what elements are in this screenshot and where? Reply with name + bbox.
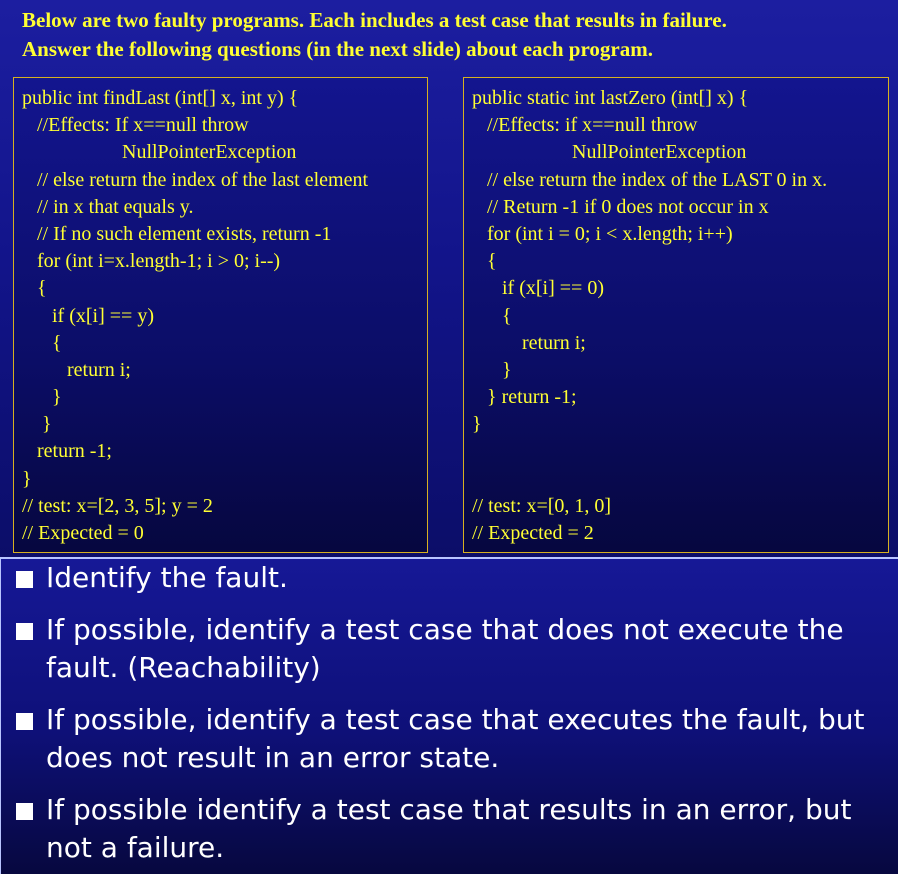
code-line: return i;	[472, 331, 586, 354]
code-line	[472, 466, 888, 493]
question-item	[16, 701, 876, 777]
code-line	[472, 438, 888, 465]
code-line: }	[22, 467, 32, 490]
code-line: NullPointerException	[22, 141, 297, 164]
code-line: if (x[i] == 0)	[472, 277, 604, 300]
code-line: }	[472, 413, 482, 436]
lastzero-code-panel	[463, 77, 889, 553]
code-line: }	[22, 413, 52, 436]
code-line: //Effects: if x==null throw	[472, 114, 698, 137]
code-line: public static int lastZero (int[] x) {	[472, 87, 749, 109]
instruction-line: Below are two faulty programs. Each includes a test case that results in failure.	[22, 8, 727, 32]
code-line: // test: x=[0, 1, 0]	[472, 494, 612, 517]
square-bullet-icon	[16, 713, 33, 730]
question-item	[16, 559, 876, 597]
code-line: for (int i=x.length-1; i > 0; i--)	[22, 250, 281, 273]
question-text: Identify the fault.	[46, 561, 288, 594]
question-text: If possible, identify a test case that does not execute the fault. (Reachability)	[46, 613, 844, 684]
instruction-line: Answer the following questions (in the next slide) about each program.	[22, 37, 653, 61]
code-line: } return -1;	[472, 386, 577, 409]
code-line: }	[472, 358, 512, 381]
code-line: for (int i = 0; i < x.length; i++)	[472, 222, 733, 245]
question-item	[16, 611, 876, 687]
code-line: // test: x=[2, 3, 5]; y = 2	[22, 494, 213, 517]
code-line: if (x[i] == y)	[22, 304, 154, 327]
code-line: {	[472, 304, 512, 327]
code-line: {	[22, 331, 62, 354]
code-line: // in x that equals y.	[22, 195, 194, 218]
code-line: }	[22, 386, 62, 409]
code-line: //Effects: If x==null throw	[22, 114, 249, 137]
question-item	[16, 791, 876, 867]
square-bullet-icon	[16, 623, 33, 640]
code-line: // Expected = 0	[22, 522, 144, 544]
code-line: // If no such element exists, return -1	[22, 222, 332, 245]
question-text: If possible, identify a test case that executes the fault, but does not result in an error state.	[46, 703, 865, 774]
code-line: {	[472, 250, 497, 273]
code-line: // Return -1 if 0 does not occur in x	[472, 195, 769, 218]
code-line: // Expected = 2	[472, 522, 594, 544]
code-line: NullPointerException	[472, 141, 747, 164]
code-line: {	[22, 277, 47, 300]
code-line: return i;	[22, 358, 131, 381]
code-line: // else return the index of the LAST 0 in x.	[472, 168, 828, 191]
code-line: // else return the index of the last element	[22, 168, 368, 191]
question-text: If possible identify a test case that results in an error, but not a failure.	[46, 793, 852, 864]
slide-instructions	[22, 6, 892, 64]
code-line: public int findLast (int[] x, int y) {	[22, 87, 299, 109]
square-bullet-icon	[16, 571, 33, 588]
findlast-code-panel	[13, 77, 428, 553]
square-bullet-icon	[16, 803, 33, 820]
code-line: return -1;	[22, 440, 112, 463]
questions-panel	[0, 557, 898, 874]
